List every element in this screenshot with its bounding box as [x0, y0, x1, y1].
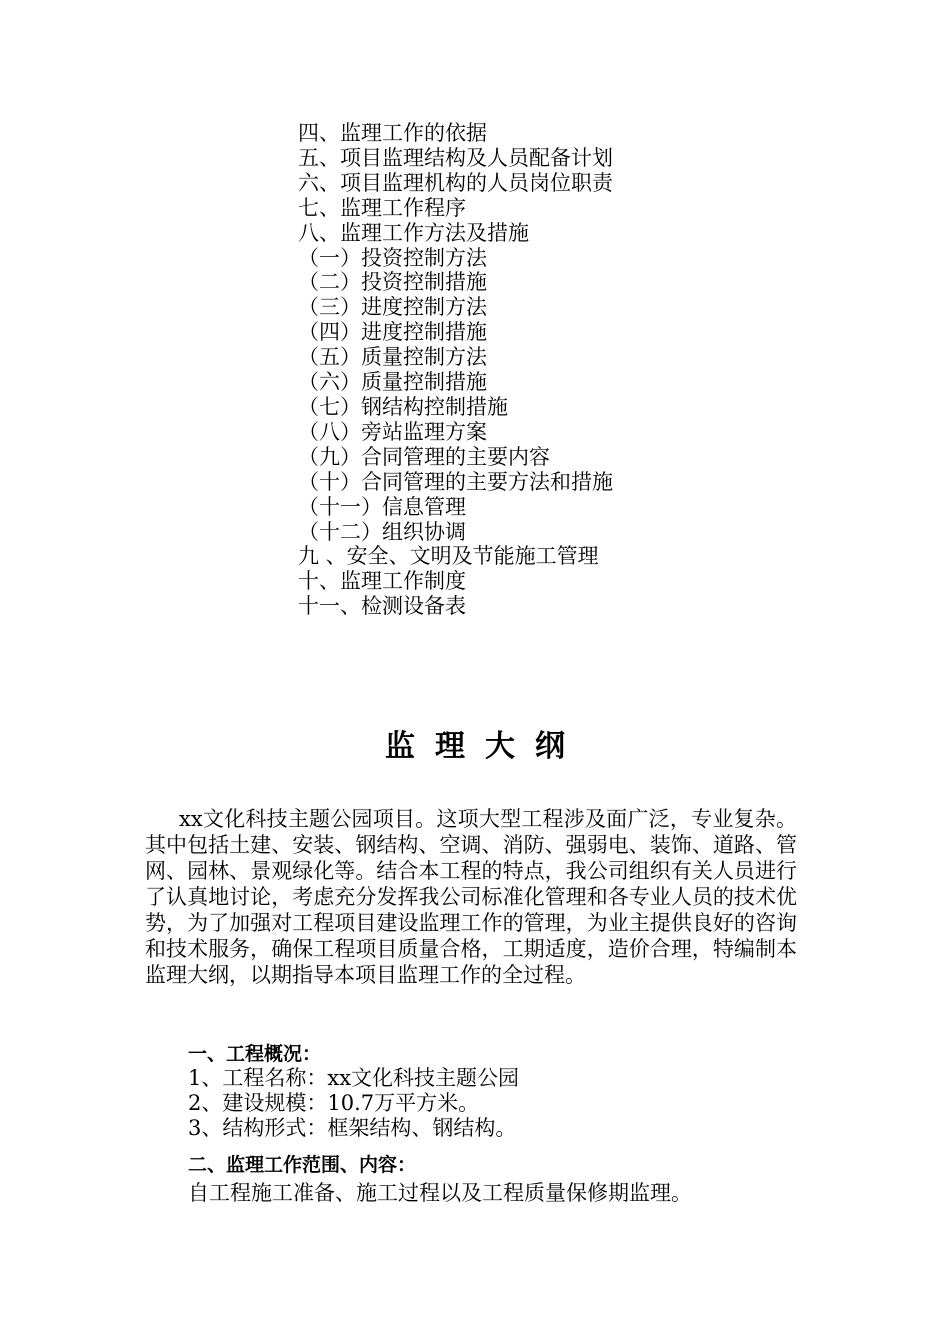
toc-subitem: （十）合同管理的主要方法和措施: [298, 469, 613, 494]
section-heading-scope: 二、监理工作范围、内容：: [188, 1154, 417, 1176]
overview-list: [188, 1066, 519, 1141]
toc-item: 七、监理工作程序: [298, 195, 466, 220]
section-heading-overview: 一、工程概况：: [188, 1043, 322, 1065]
scope-text: 自工程施工准备、施工过程以及工程质量保修期监理。: [188, 1181, 692, 1205]
toc-subitem: （十一）信息管理: [298, 494, 466, 519]
intro-paragraph: xx文化科技主题公园项目。这项大型工程涉及面广泛，专业复杂。其中包括土建、安装、钢结构、空调、消防、强弱电、装饰、道路、管网、园林、景观绿化等。结合本工程的特点，我公司组织有关人员进行了认真地讨论，考虑充分发挥我公司标准化管理和各专业人员的技术优势，为了加强对工程项目建设监理工作的管理，为业主提供良好的咨询和技术服务，确保工程项目质量合格，工期适度，造价合理，特编制本监理大纲，以期指导本项目监理工作的全过程。: [145, 807, 797, 987]
toc-item: 十、监理工作制度: [298, 569, 466, 594]
toc-item: 八、监理工作方法及措施: [298, 220, 529, 245]
toc-item: 九 、安全、文明及节能施工管理: [298, 544, 599, 569]
toc-item: 五、项目监理结构及人员配备计划: [298, 145, 613, 170]
toc-subitem: （一）投资控制方法: [298, 245, 487, 270]
toc-subitem: （七）钢结构控制措施: [298, 394, 508, 419]
toc-item: 四、监理工作的依据: [298, 121, 487, 145]
toc-subitem: （十二）组织协调: [298, 519, 466, 544]
list-item: 1、工程名称：xx文化科技主题公园: [188, 1066, 520, 1090]
toc-subitem: （五）质量控制方法: [298, 345, 487, 370]
toc-subitem: （九）合同管理的主要内容: [298, 444, 550, 469]
toc-subitem: （八）旁站监理方案: [298, 419, 487, 444]
toc-subitem: （二）投资控制措施: [298, 270, 487, 295]
document-title: 监理大纲: [385, 729, 585, 764]
toc-item: 六、项目监理机构的人员岗位职责: [298, 170, 613, 195]
list-item: 2、建设规模：10.7万平方米。: [188, 1091, 480, 1115]
toc-subitem: （六）质量控制措施: [298, 370, 487, 395]
list-item: 3、结构形式：框架结构、钢结构。: [188, 1116, 517, 1140]
table-of-contents: [298, 121, 613, 619]
toc-subitem: （三）进度控制方法: [298, 295, 487, 320]
toc-subitem: （四）进度控制措施: [298, 320, 487, 345]
toc-item: 十一、检测设备表: [298, 594, 466, 619]
